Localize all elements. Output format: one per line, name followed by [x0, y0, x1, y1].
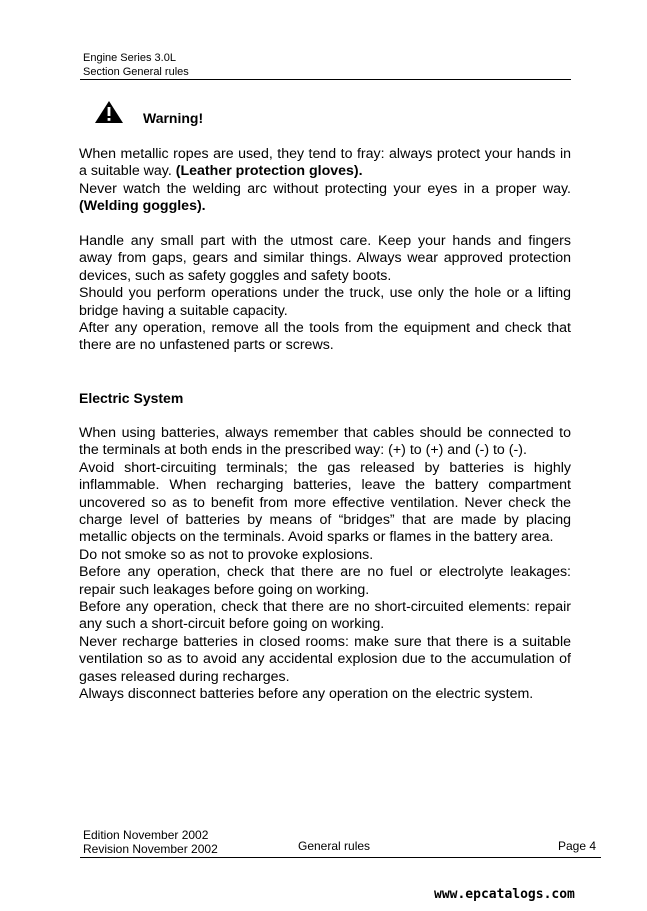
footer-page-number: Page 4: [558, 839, 597, 853]
footer-divider: [80, 857, 601, 858]
small-parts-paragraph: Handle any small part with the utmost care. Keep your hands and fingers away from gaps, gears and similar things. Always wear approved protection devices, such as safety goggles and safety boots.: [79, 233, 571, 284]
under-truck-paragraph: Should you perform operations under the truck, use only the hole or a lifting bridge having a suitable capacity.: [79, 285, 571, 319]
gloves-paragraph: [79, 146, 571, 181]
header-series: Engine Series 3.0L: [83, 52, 176, 64]
electric-section-title: Electric System: [79, 390, 184, 406]
handling-paragraphs: [79, 233, 571, 355]
footer-edition: Edition November 2002: [83, 828, 209, 842]
gloves-bold: (Leather protection gloves).: [175, 163, 363, 180]
footer-edition-block: [83, 828, 218, 856]
watermark: www.epcatalogs.com: [434, 887, 575, 902]
electric-paragraphs: [79, 425, 571, 704]
footer-section: General rules: [298, 839, 371, 853]
goggles-bold: (Welding goggles).: [79, 198, 206, 215]
warning-paragraphs: [79, 146, 571, 216]
header-divider: [80, 79, 571, 80]
electric-paragraph-2: Avoid short-circuiting terminals; the gas released by batteries is highly inflammable. When recharging batteries, leave the battery compartment uncovered so as to benefit from more effective ventilation. Never check the charge level of batteries by means of “bridges” that are made by placing metallic objects on the terminals. Avoid sparks or flames in the battery area.: [79, 459, 571, 546]
page-header: [83, 51, 571, 79]
remove-tools-paragraph: After any operation, remove all the tools from the equipment and check that there are no unfastened parts or screws.: [79, 320, 571, 354]
warning-triangle-icon: [94, 100, 124, 124]
electric-paragraph-7: Always disconnect batteries before any operation on the electric system.: [79, 686, 534, 703]
electric-paragraph-4: Before any operation, check that there are no fuel or electrolyte leakages: repair such leakages before going on working.: [79, 564, 571, 598]
electric-paragraph-6: Never recharge batteries in closed rooms: make sure that there is a suitable ventilation so as to avoid any accidental explosion due to the accumulation of gases released during recharges.: [79, 633, 571, 685]
header-section: Section General rules: [83, 66, 189, 78]
electric-paragraph-1: When using batteries, always remember that cables should be connected to the terminals at both ends in the prescribed way: (+) to (+) and (-) to (-).: [79, 425, 571, 459]
goggles-paragraph: [79, 181, 571, 216]
warning-title: Warning!: [143, 110, 204, 126]
electric-paragraph-5: Before any operation, check that there are no short-circuited elements: repair any such a short-circuit before going on working.: [79, 599, 571, 633]
electric-paragraph-3: Do not smoke so as not to provoke explosions.: [79, 546, 374, 563]
footer-revision: Revision November 2002: [83, 842, 218, 856]
gloves-text: When metallic ropes are used, they tend to fray: always protect your hands in a suitable way.: [79, 146, 571, 180]
goggles-text: Never watch the welding arc without protecting your eyes in a proper way.: [79, 180, 571, 197]
